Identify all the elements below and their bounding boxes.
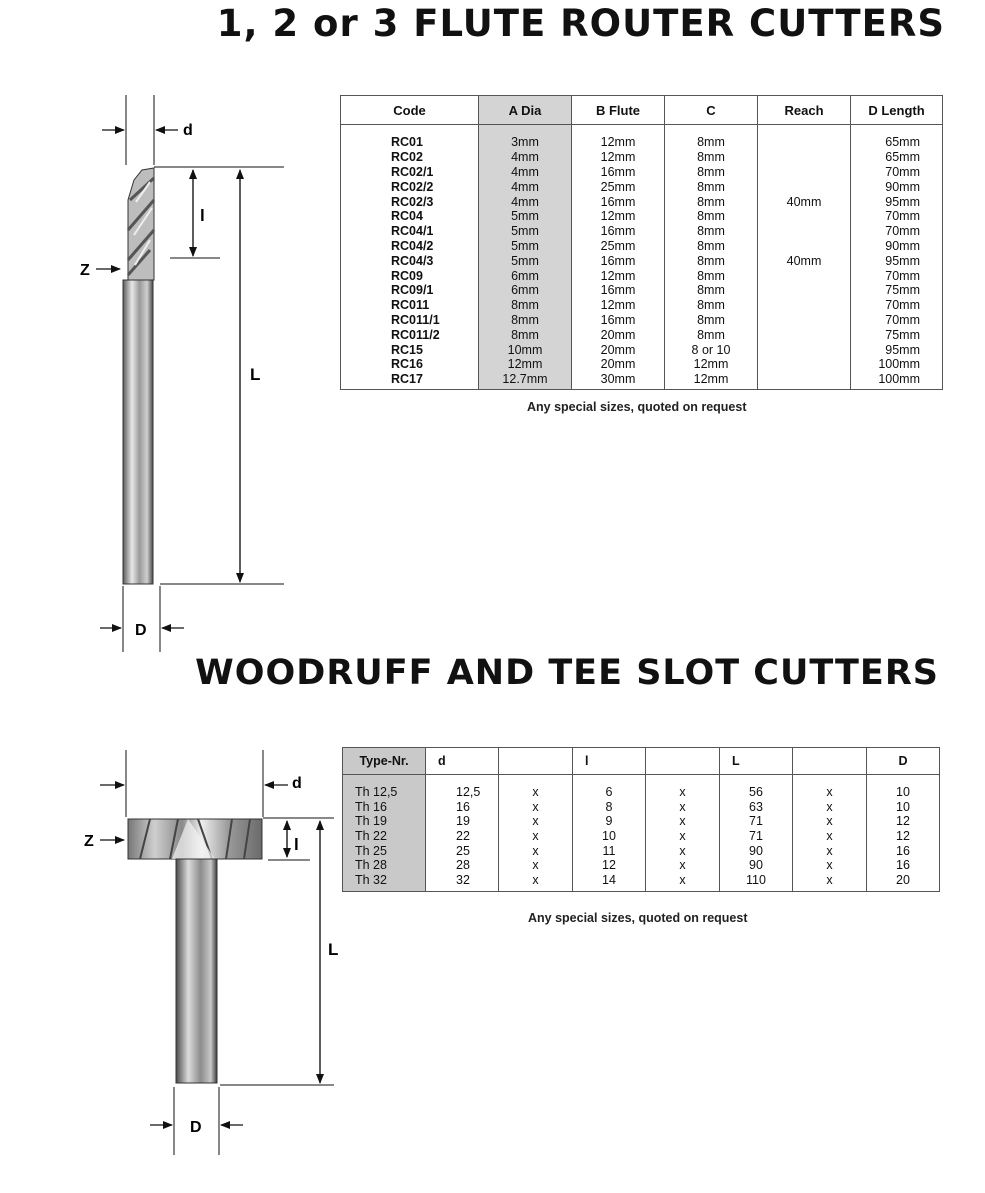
table-cell: 8mm <box>479 298 572 313</box>
table-cell: 16 <box>426 800 499 815</box>
table-cell: 95mm <box>851 253 943 268</box>
table-cell: 14 <box>573 873 646 892</box>
table-cell: 8mm <box>665 194 758 209</box>
table-cell: x <box>646 829 720 844</box>
table-row <box>343 843 940 858</box>
column-header: d <box>426 748 499 775</box>
table-cell: RC04 <box>341 209 479 224</box>
table-cell: 65mm <box>851 150 943 165</box>
column-header: D Length <box>851 96 943 125</box>
table-cell <box>758 268 851 283</box>
router-cutter-diagram <box>0 90 300 660</box>
table-cell: 12mm <box>572 298 665 313</box>
table-cell: x <box>499 858 573 873</box>
table-cell: 16mm <box>572 224 665 239</box>
table-cell: Th 19 <box>343 814 426 829</box>
table-header-row <box>343 748 940 775</box>
table-cell: 90 <box>720 843 793 858</box>
router-dim-l-label: l <box>200 206 205 225</box>
table-cell: x <box>646 775 720 800</box>
table-cell: 5mm <box>479 239 572 254</box>
table-cell <box>758 239 851 254</box>
woodruff-cutters-table <box>342 747 940 892</box>
table-cell: 12mm <box>572 209 665 224</box>
table-cell: 63 <box>720 800 793 815</box>
table-row <box>341 372 943 389</box>
table-cell: 12mm <box>572 150 665 165</box>
table-cell: 11 <box>573 843 646 858</box>
table-row <box>341 298 943 313</box>
table-cell: 16mm <box>572 283 665 298</box>
table-cell: Th 32 <box>343 873 426 892</box>
table-cell: x <box>793 829 867 844</box>
table-cell: 6 <box>573 775 646 800</box>
column-header: A Dia <box>479 96 572 125</box>
table-cell: RC04/1 <box>341 224 479 239</box>
column-header: L <box>720 748 793 775</box>
table-cell: 95mm <box>851 194 943 209</box>
table-cell: 32 <box>426 873 499 892</box>
table-cell: 20mm <box>572 327 665 342</box>
table-cell: 75mm <box>851 283 943 298</box>
table-cell: 90 <box>720 858 793 873</box>
table-cell: 12.7mm <box>479 372 572 389</box>
table-cell: 8mm <box>665 179 758 194</box>
table-cell: RC09/1 <box>341 283 479 298</box>
table-row <box>341 313 943 328</box>
column-header: l <box>573 748 646 775</box>
table-cell: 3mm <box>479 125 572 150</box>
router-dim-D-label: D <box>135 622 147 639</box>
table-cell: 8mm <box>665 150 758 165</box>
table-cell: x <box>499 843 573 858</box>
table-cell: 12 <box>573 858 646 873</box>
special-sizes-note: Any special sizes, quoted on request <box>528 911 748 925</box>
table-cell: 30mm <box>572 372 665 389</box>
table-cell: 8mm <box>665 298 758 313</box>
table-cell: x <box>646 800 720 815</box>
table-cell: x <box>646 873 720 892</box>
table-cell: 25mm <box>572 179 665 194</box>
table-row <box>341 165 943 180</box>
table-row <box>341 239 943 254</box>
table-row <box>343 775 940 800</box>
table-cell: RC01 <box>341 125 479 150</box>
table-row <box>341 194 943 209</box>
table-cell: 8mm <box>479 327 572 342</box>
table-cell: 25 <box>426 843 499 858</box>
table-cell: x <box>646 814 720 829</box>
table-cell: 19 <box>426 814 499 829</box>
table-cell: 12 <box>867 829 940 844</box>
table-cell: 8mm <box>665 239 758 254</box>
table-row <box>341 268 943 283</box>
router-dim-d-label: d <box>183 122 193 139</box>
router-dim-L-label: L <box>250 365 261 384</box>
table-cell: x <box>793 858 867 873</box>
table-cell: 40mm <box>758 253 851 268</box>
table-cell: Th 12,5 <box>343 775 426 800</box>
table-cell: 8mm <box>665 268 758 283</box>
table-cell: 10 <box>867 775 940 800</box>
table-cell: x <box>499 800 573 815</box>
table-cell: 5mm <box>479 253 572 268</box>
table-cell: 8 or 10 <box>665 342 758 357</box>
woodruff-dim-D-label: D <box>190 1119 202 1136</box>
table-cell: 25mm <box>572 239 665 254</box>
table-row <box>341 327 943 342</box>
table-cell: RC17 <box>341 372 479 389</box>
column-header: C <box>665 96 758 125</box>
table-cell: 100mm <box>851 357 943 372</box>
woodruff-z-label: Z <box>84 833 94 850</box>
table-cell: x <box>499 873 573 892</box>
column-header <box>793 748 867 775</box>
table-cell: 4mm <box>479 179 572 194</box>
table-cell: 8mm <box>665 209 758 224</box>
table-cell <box>758 283 851 298</box>
table-cell: 70mm <box>851 224 943 239</box>
table-cell <box>758 209 851 224</box>
table-cell: 4mm <box>479 165 572 180</box>
table-cell: 20mm <box>572 342 665 357</box>
special-sizes-note: Any special sizes, quoted on request <box>527 400 747 414</box>
column-header: Type-Nr. <box>343 748 426 775</box>
table-cell: 95mm <box>851 342 943 357</box>
table-cell: 10mm <box>479 342 572 357</box>
table-cell: 8mm <box>665 327 758 342</box>
table-cell: 28 <box>426 858 499 873</box>
table-cell: 5mm <box>479 224 572 239</box>
table-cell: 8 <box>573 800 646 815</box>
table-cell: RC02/1 <box>341 165 479 180</box>
table-cell <box>758 224 851 239</box>
column-header: Reach <box>758 96 851 125</box>
table-cell: x <box>646 843 720 858</box>
column-header <box>646 748 720 775</box>
table-cell: RC02/2 <box>341 179 479 194</box>
table-cell: 16 <box>867 843 940 858</box>
table-row <box>343 814 940 829</box>
table-cell: RC15 <box>341 342 479 357</box>
table-cell: Th 28 <box>343 858 426 873</box>
table-cell: 5mm <box>479 209 572 224</box>
table-row <box>341 357 943 372</box>
table-cell: 8mm <box>665 125 758 150</box>
table-cell: 4mm <box>479 194 572 209</box>
table-cell <box>758 179 851 194</box>
table-row <box>341 179 943 194</box>
table-cell: x <box>793 843 867 858</box>
table-cell: 16mm <box>572 165 665 180</box>
table-cell: x <box>499 814 573 829</box>
table-cell: 12mm <box>665 357 758 372</box>
table-cell <box>758 327 851 342</box>
table-cell <box>758 150 851 165</box>
table-cell <box>758 298 851 313</box>
table-row <box>343 858 940 873</box>
table-cell: 16mm <box>572 253 665 268</box>
table-cell: RC09 <box>341 268 479 283</box>
woodruff-dim-l-label: l <box>294 835 299 854</box>
table-header-row <box>341 96 943 125</box>
table-cell: RC011 <box>341 298 479 313</box>
table-cell: 71 <box>720 829 793 844</box>
table-cell: 9 <box>573 814 646 829</box>
table-row <box>343 800 940 815</box>
table-cell: 12mm <box>479 357 572 372</box>
table-cell: 12mm <box>665 372 758 389</box>
table-cell: Th 22 <box>343 829 426 844</box>
table-cell: RC04/2 <box>341 239 479 254</box>
table-cell <box>758 165 851 180</box>
table-cell: 12,5 <box>426 775 499 800</box>
table-cell: RC011/2 <box>341 327 479 342</box>
column-header: Code <box>341 96 479 125</box>
table-cell: 70mm <box>851 209 943 224</box>
table-cell: 10 <box>867 800 940 815</box>
table-cell: 70mm <box>851 313 943 328</box>
table-cell: 65mm <box>851 125 943 150</box>
table-cell: 90mm <box>851 239 943 254</box>
table-cell: x <box>499 829 573 844</box>
table-cell: 4mm <box>479 150 572 165</box>
table-cell: 70mm <box>851 268 943 283</box>
table-row <box>343 829 940 844</box>
table-cell: RC02/3 <box>341 194 479 209</box>
woodruff-cutter-diagram <box>0 745 360 1165</box>
table-cell <box>758 372 851 389</box>
table-cell: 100mm <box>851 372 943 389</box>
woodruff-dim-L-label: L <box>328 940 339 959</box>
table-cell: 16mm <box>572 313 665 328</box>
column-header: D <box>867 748 940 775</box>
router-z-label: Z <box>80 262 90 279</box>
table-cell: 20mm <box>572 357 665 372</box>
table-row <box>341 253 943 268</box>
table-cell: RC02 <box>341 150 479 165</box>
table-cell: 8mm <box>665 283 758 298</box>
table-cell: 22 <box>426 829 499 844</box>
table-cell: 8mm <box>665 313 758 328</box>
table-cell <box>758 313 851 328</box>
table-cell: Th 25 <box>343 843 426 858</box>
woodruff-dim-d-label: d <box>292 775 302 792</box>
table-cell: RC16 <box>341 357 479 372</box>
table-cell: 90mm <box>851 179 943 194</box>
table-cell: 56 <box>720 775 793 800</box>
table-row <box>341 283 943 298</box>
table-cell: 8mm <box>665 165 758 180</box>
router-cutters-table <box>340 95 943 390</box>
table-cell: 16mm <box>572 194 665 209</box>
table-cell: RC04/3 <box>341 253 479 268</box>
table-cell: RC011/1 <box>341 313 479 328</box>
column-header: B Flute <box>572 96 665 125</box>
column-header <box>499 748 573 775</box>
table-cell <box>758 357 851 372</box>
table-row <box>343 873 940 892</box>
table-cell: 70mm <box>851 298 943 313</box>
table-cell: x <box>793 800 867 815</box>
table-cell: 10 <box>573 829 646 844</box>
table-cell: 8mm <box>665 224 758 239</box>
table-cell: x <box>793 873 867 892</box>
table-cell: 71 <box>720 814 793 829</box>
table-cell: 16 <box>867 858 940 873</box>
table-cell: 6mm <box>479 268 572 283</box>
table-cell: 8mm <box>665 253 758 268</box>
table-cell: x <box>793 814 867 829</box>
table-cell: 12 <box>867 814 940 829</box>
table-cell: Th 16 <box>343 800 426 815</box>
table-row <box>341 150 943 165</box>
table-cell <box>758 125 851 150</box>
table-row <box>341 125 943 150</box>
table-cell: x <box>499 775 573 800</box>
table-cell: 75mm <box>851 327 943 342</box>
table-cell: 20 <box>867 873 940 892</box>
table-cell: 70mm <box>851 165 943 180</box>
table-cell <box>758 342 851 357</box>
table-cell: 110 <box>720 873 793 892</box>
table-cell: 12mm <box>572 125 665 150</box>
table-cell: x <box>793 775 867 800</box>
table-cell: x <box>646 858 720 873</box>
table-row <box>341 342 943 357</box>
table-row <box>341 224 943 239</box>
table-cell: 12mm <box>572 268 665 283</box>
table-cell: 6mm <box>479 283 572 298</box>
table-row <box>341 209 943 224</box>
woodruff-section-title: WOODRUFF AND TEE SLOT CUTTERS <box>195 653 939 693</box>
table-cell: 8mm <box>479 313 572 328</box>
table-cell: 40mm <box>758 194 851 209</box>
router-section-title: 1, 2 or 3 FLUTE ROUTER CUTTERS <box>216 2 945 45</box>
